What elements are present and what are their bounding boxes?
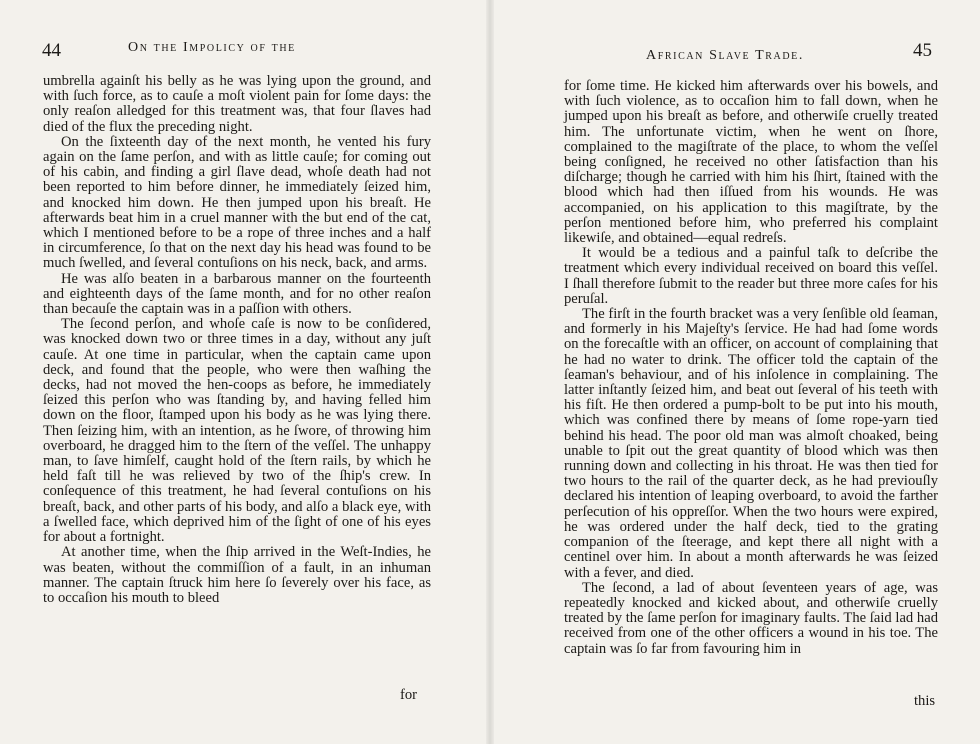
paragraph: The ſecond perſon, and whoſe caſe is now to be conſidered, was knocked down two or three times in a day, without any juſt cauſe. At one time in particular, when the captain came upon deck, and found that the people, who were then waſhing the decks, had not moved the hen-coops as before, he immediately ſeized this perſon who was ſtanding by, and having felled him down on the floor, ſtamped upon his body as he was lying there. Then ſeizing him, with an intention, as he ſwore, of throwing him overboard, he dragged him to the ſtern of the veſſel. The unhappy man, to ſave himſelf, caught hold of the ſtern rails, by which he held faſt till he was relieved by two of the ſhip's crew. In conſequence of this treatment, he had ſeveral contuſions on his breaſt, back, and other parts of his body, and alſo a black eye, with a ſwelled face, which deprived him of the ſight of one of his eyes for about a fortnight. — [43, 316, 431, 546]
catchword: this — [914, 693, 936, 709]
page-body — [564, 79, 938, 657]
paragraph: for ſome time. He kicked him afterwards over his bowels, and with ſuch violence, as to occaſion him to fall down, when he jumped upon his breaſt as before, and otherwiſe cruelly treated him. The unfortunate victim, when he went on ſhore, complained to the magiſtrate of the place, to whom the veſſel being conſigned, he received no other ſatisfaction than his diſcharge; though he carried with him his ſhirt, ſtained with the blood which had then iſſued from his wounds. He was accompanied, on his application to this magiſtrate, by the perſon mentioned before him, who preferred his complaint likewiſe, and obtained—equal redreſs. — [564, 78, 938, 247]
right-page — [490, 0, 980, 744]
running-head: African Slave Trade. — [646, 48, 804, 63]
paragraph: The ſecond, a lad of about ſeventeen years of age, was repeatedly knocked and kicked about, and otherwiſe cruelly treated by the ſame perſon for imaginary faults. The ſaid lad had received from one of the other officers a wound in his toe. The captain was ſo far from favouring him in — [564, 579, 938, 657]
paragraph: The firſt in the fourth bracket was a very ſenſible old ſeaman, and formerly in his Majeſty's ſervice. He had had ſome words on the forecaſtle with an officer, on account of complaining that he had no water to drink. The officer told the captain of the ſeaman's behaviour, and of his inſolence in complaining. The latter inſtantly ſeized him, and beat out ſeveral of his teeth with his fiſt. He then ordered a pump-bolt to be put into his mouth, which was confined there by means of ſome rope-yarn tied behind his head. The poor old man was almoſt choaked, being unable to ſpit out the great quantity of blood which was then running down and collecting in his throat. He was then tied for two hours to the rail of the quarter deck, as he had previouſly declared his intention of leaping overboard, to avoid the farther perſecution of his oppreſſor. When the two hours were expired, he was ordered under the half deck, tied to the grating companion of the ſteerage, and kept there all night with a centinel over him. In about a month afterwards he was ſeized with a fever, and died. — [564, 306, 938, 581]
paragraph: At another time, when the ſhip arrived in the Weſt-Indies, he was beaten, without the commiſſion of a fault, in an inhuman manner. The captain ſtruck him here ſo ſeverely over his face, as to occaſion his mouth to bleed — [43, 544, 431, 606]
paragraph: It would be a tedious and a painful taſk to deſcribe the treatment which every individual received on board this veſſel. I ſhall therefore ſubmit to the reader but three more caſes for his peruſal. — [564, 245, 938, 307]
page-number: 44 — [42, 40, 61, 61]
page-body — [43, 74, 431, 606]
running-head: On the Impolicy of the — [128, 40, 296, 55]
paragraph: He was alſo beaten in a barbarous manner on the fourteenth and eighteenth days of the ſame month, and for no other reaſon than becauſe the captain was in a paſſion with others. — [43, 270, 431, 318]
paragraph: umbrella againſt his belly as he was lying upon the ground, and with ſuch force, as to cauſe a moſt violent pain for ſome days: the only reaſon alledged for this treatment was, that four ſlaves had died of the flux the preceding night. — [43, 73, 431, 135]
page-number: 45 — [913, 40, 932, 61]
catchword: for — [400, 687, 418, 703]
paragraph: On the ſixteenth day of the next month, he vented his fury again on the ſame perſon, and with as little cauſe; for coming out of his cabin, and finding a girl ſlave dead, whoſe death had not been reported to him before dinner, he immediately ſeized him, and knocked him down. He then jumped upon his breaſt. He afterwards beat him in a cruel manner with the but end of the cat, which I mentioned before to be a rope of three inches and a half in circumference, ſo that on the next day his head was found to be much ſwelled, and ſeveral contuſions on his neck, back, and arms. — [43, 133, 431, 272]
